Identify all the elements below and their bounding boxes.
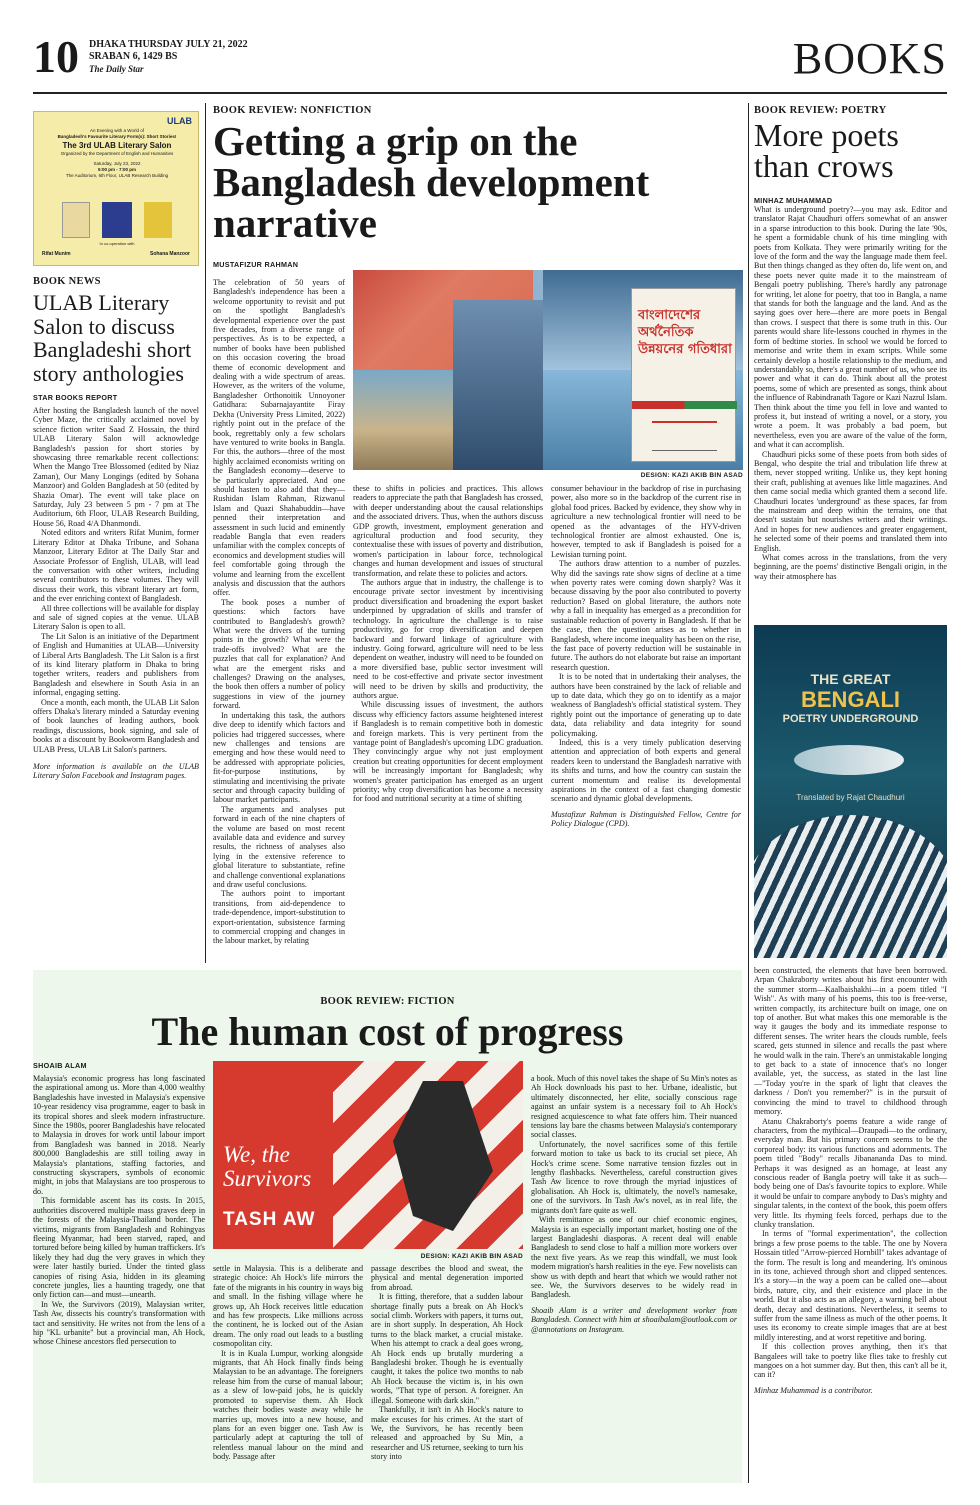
poetry-col-bottom — [754, 966, 947, 1483]
paragraph: these to shifts in policies and practices. This allows readers to appreciate the path that Bangladesh has crossed, with deeper understanding about the causal relationships and the associated drivers. Thus, when the authors discuss GDP growth, investment, employment generation and agricultural production and food security, they contextualise these with issues of poverty and distribution, women's participation in labour force, technological changes and human development and issues of structural transformation, and relate these to policies and actors. — [353, 484, 543, 578]
poetry-col-top — [754, 205, 947, 623]
paragraph: Once a month, each month, the ULAB Lit Salon offers Dhaka's literary minded a Saturday evening of book launches of leading authors, book readings, discussions, book signing, and sale of books at a discount by Bookworm Bangladesh and ULAB Press, ULAB Lit Salon's partners. — [33, 697, 199, 754]
book-news-kicker: BOOK NEWS — [33, 276, 101, 287]
paragraph: If this collection proves anything, then it's that Bangalees will take to poetry like flies take to freshly cut mangoes on a hot summer day. But then, this can't all be it, can it? — [754, 1342, 947, 1380]
nonfiction-kicker: BOOK REVIEW: NONFICTION — [213, 105, 372, 116]
fiction-col-4 — [531, 1074, 737, 1483]
paragraph: It is to be noted that in undertaking their analyses, the authors have been constrained by the lack of reliable and up to date data, which they go on to identify as a major weakness of Bangladesh's official statistical system. They rightly point out the importance of generating up to date data, data reliability and data integrity for sound policymaking. — [551, 672, 741, 738]
cover-bangla-title: বাংলাদেশের অর্থনৈতিক উন্নয়নের গতিধারা — [638, 308, 732, 357]
ad-organizer: Organized by the Department of English and Humanities — [60, 151, 174, 156]
paragraph: It is in Kuala Lumpur, working alongside migrants, that Ah Hock finally finds being Malaysian to be an advantage. The foreigners release him from the curse of manual labour; as a slew of low-paid jobs, he is quickly promoted to supervise them. Ah Hock watches their bodies waste away while he marries up, moves into a new house, and plans for an even bigger one. Tash Aw is particularly adept at capturing the toll of relentless manual labour on the mind and body. Passage after — [213, 1348, 363, 1462]
paragraph: What is underground poetry?—you may ask. Editor and translator Rajat Chaudhuri offers somewhat of an answer in a sparse introduction to this book. During the late '90s, he spent a formidable chunk of his time mingling with poets from Kolkata. They were primarily writing for the love of the form and the way the language made them feel. But then things changed as they often do, life went on, and these poets never quite made it to the mainstream of Bengali poetry publishing. There's hardly any patronage for writing, let alone for poetry, that too in Bangla, a name that stands for both the language and the land. And as the saying goes over here—there are more poets in Bengal than crows. I suspect that there is some truth in this. Our parents would share life-lessons couched in rhymes in the form of bedtime stories. In school we would be forced to memorise and write them in exam scripts. While some certainly develop a hostile relationship to the medium, and understandably so, there's a great number of us, who see its power and what it can do. Think about all the protest poems, some of which are presented as songs, think about the influence of Rabindranath Tagore or Kazi Nazrul Islam. Then think about the time you fell in love and wanted to profess it, but instead of writing a novel, or a story, you wrote a poem. It was probably a bad poem, but nevertheless, even you are aware of the value of the form, and what it can accomplish. — [754, 205, 947, 450]
nonfiction-illustration — [353, 270, 743, 470]
ad-title: The 3rd ULAB Literary Salon — [62, 141, 172, 150]
nonfiction-bio: Mustafizur Rahman is Distinguished Fellow, Centre for Policy Dialogue (CPD). — [551, 809, 741, 829]
paragraph: After hosting the Bangladesh launch of the novel Cyber Maze, the critically acclaimed novel by science fiction writer Saad Z Hossain, the third ULAB Literary Salon will acknowledge Bangladesh's passion for short stories by showcasing three remarkable recent collections: When the Mango Tree Blossomed (edited by Niaz Zaman), Our Many Longings (edited by Sohana Manzoor) and Golden Bangladesh at 50 (edited by Shazia Omar). The event will take place on Saturday, July 23 between 5 pm - 7 pm at The Auditorium, 6th Floor, ULAB Research Building, House 56, Road 4/A Dhanmondi. — [33, 406, 199, 528]
ad-tagline-1: An Evening with a World of — [90, 128, 144, 133]
ad-cover-2 — [102, 202, 132, 238]
poetry-bio: Minhaz Muhammad is a contributor. — [754, 1385, 873, 1395]
paragraph: Unfortunately, the novel sacrifices some of this fertile forward motion to take us back to its crucial set piece, Ah Hock's crime scene. Some narrative tension fizzles out in lengthy flashbacks. Nevertheless, careful construction gives Tash Aw licence to rove through the myriad injustices of globalisation. Ah Hock is, ultimately, the novel's namesake, one of the survivors. In Tash Aw's novel, as in real life, the migrants don't fare quite as well. — [531, 1139, 737, 1215]
paragraph: passage describes the blood and sweat, the physical and mental degeneration imported from abroad. — [371, 1264, 523, 1292]
paragraph: Malaysia's economic progress has long fascinated the aspirational among us. More than 4,000 wealthy Bangladeshis have invested in Malaysia's expensive 10-year residency visa programme, eager to bask in its tropical shores and sleek modern infrastructure. Since the 1980s, poorer Bangladeshis have relocated to Malaysia in droves for work until labour import from Bangladesh was banned in 2018. Nearly 800,000 Bangladeshis are still toiling away in Malaysia's plantations, staffing factories, and constructing skyscrapers, symbols of economic might, in jobs that Malaysians are too prosperous to do. — [33, 1074, 205, 1196]
illustration-panel-factory — [453, 300, 543, 470]
ad-time: 5:00 pm - 7:00 pm — [97, 167, 136, 172]
paper-name: The Daily Star — [89, 64, 144, 74]
paragraph: The book poses a number of questions: which factors have contributed to Bangladesh's growth? What were the drivers of the turning points in the growth? What were the trade-offs involved? What are the puzzles that call for explanation? And what are the emergent risks and challenges? Drawing on the analyses, the book then offers a number of policy suggestions in view of the journey forward. — [213, 597, 345, 711]
fiction-bio: Shoaib Alam is a writer and development worker from Bangladesh. Connect with him at shoaibalam@outlook.com or @annotations on Instagram. — [531, 1305, 737, 1334]
paragraph: In undertaking this task, the authors dive deep to identify which factors and policies had triggered successes, where new challenges and tensions are emerging and how these would need to be addressed with appropriate policies, fit-for-purpose institutions, by stimulating and incentivising the private sector and through capacity building of labour market participants. — [213, 710, 345, 805]
book-news-article — [33, 272, 199, 962]
fiction-headline: The human cost of progress — [151, 1009, 624, 1054]
paragraph: a book. Much of this novel takes the shape of Su Min's notes as Ah Hock downloads his past to her. Urbane, idealistic, but ultimately disconnected, her elite, socially conscious rage against an unfair system is a necessary foil to Ah Hock's resigned acquiescence to what fate offers him. Their nuanced tensions lay bare the chasms between Malaysia's contemporary social classes. — [531, 1074, 737, 1140]
poetry-byline: MINHAZ MUHAMMAD — [754, 196, 833, 205]
poetry-cover-translator: Translated by Rajat Chaudhuri — [796, 793, 905, 802]
poetry-cover-title-1: THE GREAT — [810, 671, 891, 687]
page-number: 10 — [33, 31, 79, 82]
nonfiction-design-credit: DESIGN: KAZI AKIB BIN ASAD — [640, 472, 743, 479]
paragraph: Atanu Chakraborty's poems feature a wide range of characters, from the mythical—Draupadi—to the ordinary, everyday man. But his primary concern seems to be the corporeal body: its various functions and adornments. The poem titled "Body" recalls Jibanananda Das to mind. Perhaps it was designed as an homage, at least any conscious reader of Bangla poetry will take it as such—body being one of Das's favourite topics to explore. While it would be unfair to compare anybody to Das's mighty and singular talents, in the context of the book, this poem offers very little. Its rhyming feels forced, perhaps due to the clunky translation. — [754, 1116, 947, 1229]
nonfiction-headline: Getting a grip on the Bangladesh development narrative — [213, 118, 650, 246]
paragraph: been constructed, the elements that have been borrowed. Arpan Chakraborty writes about his first encounter with the summer storm—Kaalbaishakhi—in a poem titled "I Wish". As with many of his poems, this too is free-verse, written compactly, its architecture built on image, one on top of another. But what makes this one memorable is the way it gauges the body and its immediate response to different senses. The writer hears the clouds rumble, feels scared, gets stunned in silence and recalls the past where he would walk in the rain. There's an unmistakable longing to get back to a state of innocence that's no longer available, yet, the success, as stated in the last line—"Today you're in the spark of light that cleaves the darkness / Don't you remember?" is in the pursuit of convincing the mind to travel to childhood through memory. — [754, 966, 947, 1117]
tiger-illustration — [754, 815, 947, 958]
paragraph: All three collections will be available for display and sale of signed copies at the venue. ULAB Literary Salon is open to all. — [33, 603, 199, 632]
ad-venue: The Auditorium, 6th Floor, ULAB Research Building — [65, 173, 169, 178]
ulab-logo: ULAB — [167, 116, 192, 126]
bangla-date: SRABAN 6, 1429 BS — [89, 51, 178, 62]
ad-coorganizer: In co-operation with — [99, 241, 135, 246]
ulab-ad — [33, 111, 199, 266]
nonfiction-byline: MUSTAFIZUR RAHMAN — [213, 260, 299, 269]
poetry-kicker: BOOK REVIEW: POETRY — [754, 105, 887, 116]
column-divider — [205, 103, 206, 963]
paragraph: With remittance as one of our chief economic engines, Malaysia is an especially important market, hosting one of the largest Bangladeshi diasporas. A recent deal will enable Bangladesh to send close to half a million more workers over the next five years. As we reap this windfall, we must look modern migration's harsh realities in the eye. Few novelists can show us with depth and heart that which we would rather not see. We, the Survivors deserves to be widely read in Bangladesh. — [531, 1215, 737, 1300]
paragraph: consumer behaviour in the backdrop of rise in purchasing power, also more so in the backdrop of the current rise in global food prices. Backed by evidence, they show why in agriculture a new technological frontier will need to be opened as the advantages of the HYV-driven technological frontier are almost exhausted. One is, however, tempted to ask if Bangladesh is poised for a Lewisian turning point. — [551, 484, 741, 559]
poetry-header — [754, 105, 947, 205]
paragraph: settle in Malaysia. This is a deliberate and strategic choice: Ah Hock's life mirrors the fate of the migrants in his country in ways big and small. In the fishing village where he grows up, Ah Hock receives little education and has few prospects. Like millions across the continent, he is locked out of the Asian dream. The only road out leads to a bustling cosmopolitan city. — [213, 1264, 363, 1349]
paragraph: The authors argue that in industry, the challenge is to encourage private sector investment by incentivising product diversification and broadening the export basket underpinned by upgradation of skills and transfer of technology. In agriculture the challenge is to raise productivity, go for crop diversification and deepen backward and forward linkage of agriculture with industry. Going forward, agriculture will need to be less dependent on weather, industry will need to be founded on a more diversified base, public sector investment will need to be cost-effective and private sector investment will need to be driven by skills and productivity, the authors argue. — [353, 578, 543, 700]
ad-name-right: Sohana Manzoor — [149, 251, 190, 257]
paragraph: The authors point to important transitions, from aid-dependence to trade-dependence, import-substitution to export-orientation, subsistence farming to commercial cropping and changes in the labour market, by relating — [213, 889, 345, 946]
fiction-section — [33, 970, 742, 1483]
paragraph: What comes across in the translations, from the very beginning, are the poems' distinctive Bengali origin, in the way their atmosphere has — [754, 553, 947, 581]
fiction-cover-author: TASH AW — [223, 1209, 316, 1230]
dateline: DHAKA THURSDAY JULY 21, 2022 — [89, 39, 248, 50]
nonfiction-col-2 — [353, 484, 543, 963]
paragraph: The authors draw attention to a number of puzzles. Why did the savings rate show signs of decline at a time when poverty rates were coming down sharply? Was it because dissaving by the poor also contributed to poverty reduction? Based on global literature, the authors note why a fall in inequality has emerged as a precondition for sustainable reduction of poverty in Bangladesh. If that be the case, then the question arises as to whether in Bangladesh, where income inequality has been on the rise, the fast pace of poverty reduction will be sustainable in future. The authors do not elaborate but raise an important research question. — [551, 559, 741, 672]
column-divider — [748, 103, 749, 1483]
paragraph: Thankfully, it isn't in Ah Hock's nature to make excuses for his crimes. At the start of We, the Survivors, he has recently been released and approached by Su Min, a researcher and US returnee, seeking to turn his story into — [371, 1405, 523, 1462]
fish-illustration — [794, 745, 904, 775]
nonfiction-col-3 — [551, 484, 741, 963]
fiction-illustration — [213, 1061, 523, 1249]
cover-author-lines — [652, 421, 717, 451]
ad-cover-3 — [144, 202, 172, 238]
book-news-body — [33, 406, 199, 754]
masthead — [33, 31, 947, 90]
fiction-design-credit: DESIGN: KAZI AKIB BIN ASAD — [420, 1253, 523, 1260]
paragraph: While discussing issues of investment, the authors discuss why efficiency factors assume heightened interest if Bangladesh is to remain competitive both in domestic and foreign markets. This is very pertinent from the vantage point of Bangladesh's upcoming LDC graduation. They convincingly argue why not just employment creation but creating opportunities for decent employment will be increasingly important for Bangladesh; why women's greater participation has emerged as an urgent priority; why crop diversification has become a necessity for food and nutritional security at a time of shifting — [353, 700, 543, 804]
paragraph: The Lit Salon is an initiative of the Department of English and Humanities at ULAB—University of Liberal Arts Bangladesh. The Lit Salon is a first of its kind literary platform in Dhaka to bring together writers, readers and publishers from Bangladesh and elsewhere in South Asia in an informal, engaging setting. — [33, 631, 199, 698]
paragraph: Indeed, this is a very timely publication deserving attention and appreciation of both experts and general readers keen to understand the Bangladesh narrative with its shifts and turns, and how the country can sustain the current momentum and realise its developmental aspirations in the context of a fast changing domestic scenario and dynamic global developments. — [551, 737, 741, 804]
fiction-cover-title: We, the Survivors — [223, 1142, 312, 1191]
nonfiction-book-cover — [631, 288, 736, 462]
fiction-byline: SHOAIB ALAM — [33, 1061, 87, 1070]
poetry-cover-title-3: POETRY UNDERGROUND — [782, 713, 919, 725]
cover-flag-stripe — [632, 401, 737, 409]
nonfiction-col-1 — [213, 278, 345, 963]
paragraph: Chaudhuri picks some of these poets from both sides of Bengal, who despite the trial and tribulation life threw at them, never stopped writing. Unlike us, they kept honing their craft, publishing at avenues like little magazines. And then came social media which granted them a second life. Chaudhuri locates 'underground' as these spaces, far from the mainstream and deep within the terrains, one that doesn't sustain but nourishes writers and their writings. And in hopes for new audiences and greater engagement, he selected some of their poems and translated them into English. — [754, 449, 947, 553]
poetry-cover-title-2: BENGALI — [801, 687, 900, 712]
ad-name-left: Rifat Munim — [42, 251, 71, 257]
masthead-rule — [33, 92, 947, 94]
ad-book-covers — [62, 202, 172, 238]
paragraph: The celebration of 50 years of Bangladesh's independence has been a welcome opportunity to revisit and put on the spotlight Bangladesh's developmental experience over the past five decades, from a diverse range of perspectives. As is to be expected, a number of books have been published on this occasion covering the broad theme of economic development and dealing with a wide spectrum of areas. However, as the writers of the volume, Bangladesher Orthonoitik Unnoyoner Gatidhara: Subarnajayantite Firay Dekha (University Press Limited, 2022) rightly point out in the preface of the book, regrettably only a few scholars have ventured to write books in Bangla. For this, the authors—three of the most highly acclaimed economists writing on the Bangladesh economy—deserve to be particularly appreciated. And one should hasten to also add that they—Rushidan Islam Rahman, Rizwanul Islam and Quazi Shahabuddin—have penned their interpretation and assessment in such lucid and eminently readable Bangla that even readers unfamiliar with the complex concepts of economics and development studies will feel comfortable going through the volume and learning from the excellent analysis and discussion that the authors offer. — [213, 278, 345, 598]
book-news-byline: STAR BOOKS REPORT — [33, 393, 118, 402]
paragraph: The arguments and analyses put forward in each of the nine chapters of the volume are based on most recent available data and evidence and survey results, the richness of analyses also lying in the extensive reference to global literature to substantiate, refine and challenge conventional explanations and draw useful conclusions. — [213, 804, 345, 889]
paragraph: Noted editors and writers Rifat Munim, former Literary Editor at Dhaka Tribune, and Sohana Manzoor, Literary Editor at The Daily Star and Associate Professor of English, ULAB, will lead the conversation with other writers, including several contributors to these volumes. They will discuss their work, this vibrant literary art form, and the ever enriching context of Bangladesh. — [33, 528, 199, 604]
section-title: BOOKS — [792, 34, 947, 83]
paragraph: This formidable ascent has its costs. In 2015, authorities discovered multiple mass graves deep in the forests of the Malaysia-Thailand border. The victims, migrants from Bangladesh and Rohingyas fleeing Myanmar, had been starved, raped, and tortured before being killed by human traffickers. It's likely they had dug the very graves in which they were later hastily buried. Under the tinted glass canopies of rising Asia, hidden in its gleaming concrete jungles, lies a haunting tragedy, one that only fiction can—and must—unearth. — [33, 1196, 205, 1300]
book-news-headline: ULAB Literary Salon to discuss Bangladeshi short story anthologies — [33, 290, 192, 386]
book-news-footnote: More information is available on the ULAB Literary Salon Facebook and Instagram pages. — [33, 762, 199, 781]
ad-date: Saturday, July 23, 2022 — [93, 161, 141, 166]
poetry-headline: More poets than crows — [754, 117, 899, 184]
paragraph: In We, the Survivors (2019), Malaysian writer, Tash Aw, dissects his country's transformation with tact and sensitivity. He writes not from the lens of a hip "KL urbanite" but a provincial man, Ah Hock, whose Chinese ancestors fled persecution to — [33, 1299, 205, 1347]
poetry-book-cover — [754, 625, 947, 958]
fiction-col-1 — [33, 1074, 205, 1483]
fiction-col-2 — [213, 1264, 363, 1483]
paragraph: In terms of "formal experimentation", the collection brings a few prose poems to the table. The one by Novera Hossain titled "Arrow-pierced Hornbill" takes advantage of the form. The result is long and meandering. It's ominous in its tone, achieved through short and clipped sentences. It's a story—in the way a poem can be called one—about birds, nature, city, and their existence and place in the world. But it also acts as an allegory, a warning bell about death, decay and destinations. Nevertheless, it seems to suffer from the same illness as much of the other poems. It uses its economy to create simple images that are at best mildly interesting, and at worst repetitive and boring. — [754, 1229, 947, 1342]
fiction-kicker: BOOK REVIEW: FICTION — [320, 996, 455, 1007]
paragraph: It is fitting, therefore, that a sudden labour shortage finally puts a break on Ah Hock's social climb. Workers with papers, it turns out, are in short supply. In desperation, Ah Hock turns to the black market, a crucial mistake. When his attempt to crack a deal goes wrong, Ah Hock ends up brutally murdering a Bangladeshi broker. Though he is eventually caught, it takes the police two months to nab Ah Hock because the victim is, in his own words, "That type of person. A foreigner. An illegal. Someone with dark skin." — [371, 1292, 523, 1405]
ad-cover-1 — [62, 202, 90, 238]
ad-tagline-2: Bangladesh's Favourite Literary Form(s): Short Stories! — [57, 134, 177, 139]
fiction-col-3 — [371, 1264, 523, 1483]
nonfiction-header — [213, 105, 743, 269]
